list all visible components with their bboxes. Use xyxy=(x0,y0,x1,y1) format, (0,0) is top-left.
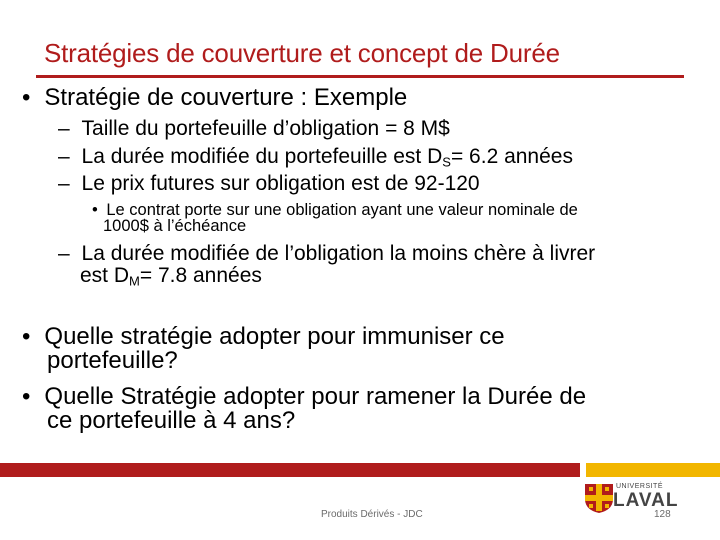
sub-item-text: Le prix futures sur obligation est de 92-120 xyxy=(81,172,480,195)
bullet-main-text: Stratégie de couverture : Exemple xyxy=(44,84,408,111)
sub-item-text: Taille du portefeuille d’obligation = 8 M$ xyxy=(81,117,450,140)
question-2-text-cont: ce portefeuille à 4 ans? xyxy=(47,407,296,434)
sub-item-text: est D xyxy=(80,264,130,287)
bullet-main xyxy=(22,84,407,112)
sub-item-portfolio-size xyxy=(58,117,450,141)
dash-glyph: – xyxy=(58,145,70,168)
sub-item-text: La durée modifiée du portefeuille est D xyxy=(81,145,443,168)
bullet-glyph: • xyxy=(22,84,31,111)
question-2-text: Quelle Stratégie adopter pour ramener la Durée de xyxy=(44,383,587,410)
footer-bar-gold xyxy=(586,463,720,477)
question-1-text: Quelle stratégie adopter pour immuniser ce xyxy=(44,323,505,350)
sub-item-futures-price xyxy=(58,172,480,196)
bullet-glyph: • xyxy=(22,323,31,350)
subsub-item-text-cont: 1000$ à l’échéance xyxy=(103,217,247,235)
title-underline xyxy=(36,75,684,78)
sub-item-text: La durée modifiée de l’obligation la moins chère à livrer xyxy=(81,242,596,265)
page-number: 128 xyxy=(654,509,671,520)
question-1-cont xyxy=(47,347,178,375)
subscript: M xyxy=(129,273,140,289)
sub-item-text-suffix: = 7.8 années xyxy=(139,264,262,287)
subsub-item-contract xyxy=(92,202,578,234)
dash-glyph: – xyxy=(58,172,70,195)
sub-item-portfolio-duration xyxy=(58,145,573,170)
question-1-text-cont: portefeuille? xyxy=(47,347,178,374)
subsub-item-text: Le contrat porte sur une obligation ayant une valeur nominale de xyxy=(106,201,578,219)
logo-university-label: UNIVERSITÉ xyxy=(616,483,664,490)
logo-laval-label: LAVAL xyxy=(613,490,679,511)
bullet-glyph: • xyxy=(92,201,98,219)
sub-item-text-suffix: = 6.2 années xyxy=(450,145,573,168)
bullet-glyph: • xyxy=(22,383,31,410)
dash-glyph: – xyxy=(58,117,70,140)
question-2-cont xyxy=(47,407,295,435)
slide-title: Stratégies de couverture et concept de Durée xyxy=(44,38,560,68)
footer-course-label: Produits Dérivés - JDC xyxy=(321,509,423,520)
dash-glyph: – xyxy=(58,242,70,265)
subscript: S xyxy=(442,154,451,170)
sub-item-cheapest-bond xyxy=(58,242,595,266)
university-shield-icon xyxy=(583,482,615,514)
footer-bar-red xyxy=(0,463,580,477)
sub-item-cheapest-bond-cont xyxy=(80,264,262,289)
